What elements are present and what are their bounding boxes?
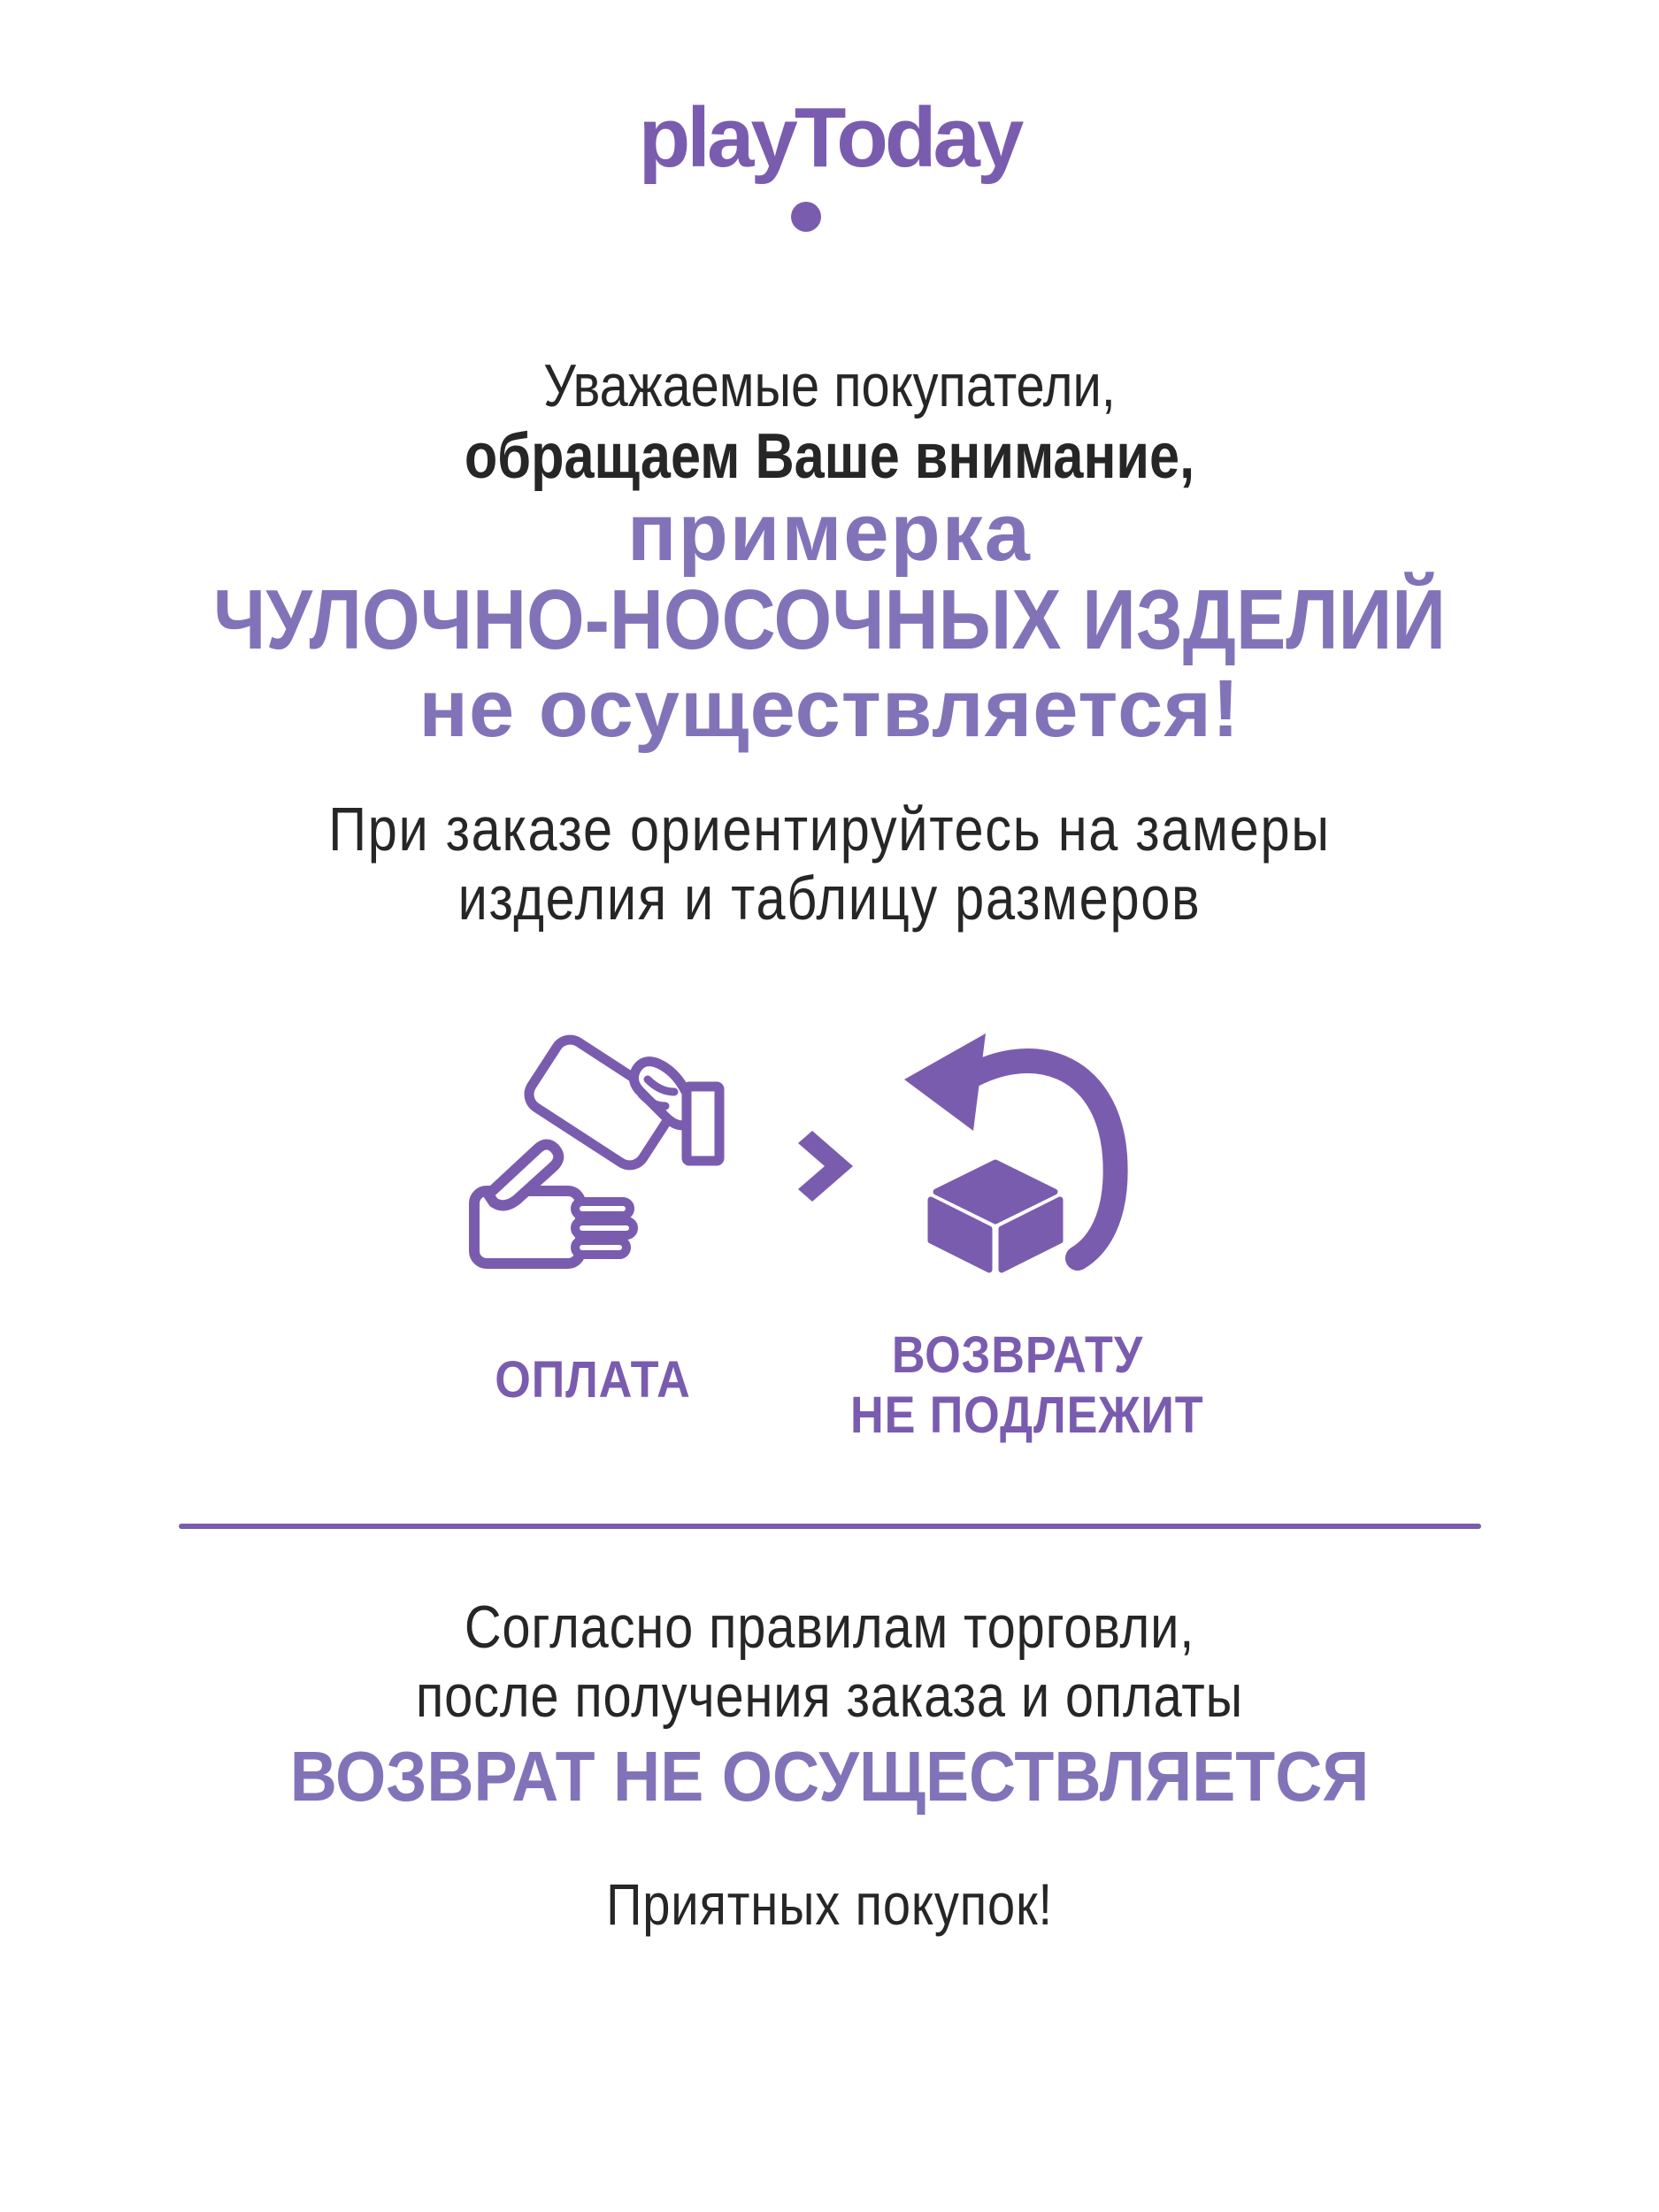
trade-rules-block bbox=[0, 1593, 1659, 1817]
brand-logo-text: playToday bbox=[638, 90, 1021, 185]
notice-line-2: ЧУЛОЧНО-НОСОЧНЫХ ИЗДЕЛИЙ bbox=[212, 572, 1447, 667]
payment-label-block bbox=[451, 1352, 734, 1409]
advice-line-1: При заказе ориентируйтесь на замеры bbox=[328, 795, 1331, 864]
sizing-advice-block bbox=[0, 795, 1659, 933]
payment-label: ОПЛАТА bbox=[495, 1351, 691, 1409]
rules-line-2: после получения заказа и оплаты bbox=[415, 1663, 1244, 1730]
brand-logo bbox=[609, 90, 1051, 246]
footer-line: Приятных покупок! bbox=[606, 1871, 1053, 1937]
notice-line-3: не осуществляется! bbox=[419, 664, 1240, 754]
intro-line-1: Уважаемые покупатели, bbox=[543, 352, 1116, 419]
hand-holding-card-icon bbox=[467, 1033, 726, 1286]
return-label-line-1: ВОЗВРАТУ bbox=[891, 1326, 1144, 1384]
fitting-notice-block bbox=[0, 490, 1659, 752]
chevron-right-icon bbox=[793, 1131, 855, 1202]
intro-block bbox=[0, 350, 1659, 492]
package-return-arrow-icon bbox=[902, 1030, 1152, 1276]
advice-line-2: изделия и таблицу размеров bbox=[457, 864, 1202, 933]
intro-line-2: обращаем Ваше внимание, bbox=[464, 421, 1195, 492]
divider-line bbox=[179, 1524, 1481, 1529]
brand-logo-dot-icon bbox=[791, 202, 821, 232]
return-label-block bbox=[832, 1325, 1203, 1446]
return-label-line-2: НЕ ПОДЛЕЖИТ bbox=[850, 1386, 1204, 1444]
rules-line-1: Согласно правилам торговли, bbox=[464, 1594, 1195, 1661]
footer-block bbox=[0, 1870, 1659, 1938]
rules-line-3: ВОЗВРАТ НЕ ОСУЩЕСТВЛЯЕТСЯ bbox=[289, 1737, 1370, 1816]
notice-line-1: примерка bbox=[627, 488, 1032, 578]
